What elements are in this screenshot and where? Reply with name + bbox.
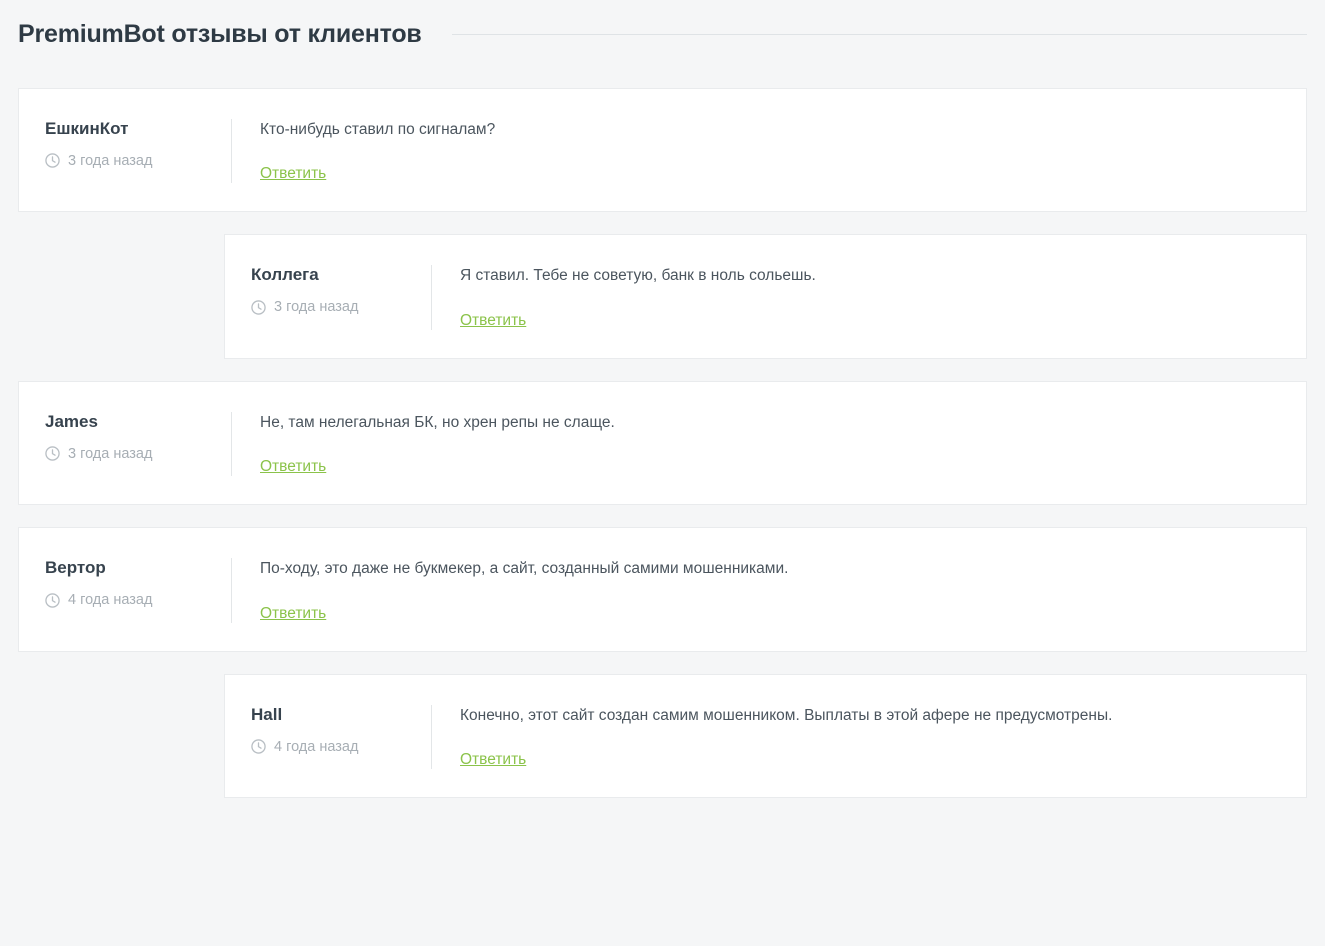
page-title: PremiumBot отзывы от клиентов (18, 19, 422, 48)
comment-text: По-ходу, это даже не букмекер, а сайт, созданный самими мошенниками. (260, 560, 789, 578)
comment-author: ЕшкинКот (45, 119, 129, 138)
comment-date-row (45, 593, 217, 608)
clock-icon (251, 300, 266, 315)
title-divider (452, 34, 1307, 35)
comment-item (18, 527, 1307, 651)
comment-text: Конечно, этот сайт создан самим мошенником. Выплаты в этой афере не предусмотрены. (460, 706, 1113, 724)
clock-icon (45, 593, 60, 608)
comment-date: 4 года назад (68, 592, 153, 609)
comment-date-row (251, 739, 417, 754)
comment-author: Вертор (45, 558, 106, 578)
comment-date: 4 года назад (274, 738, 359, 755)
comment-author: James (45, 411, 98, 431)
comment-text: Не, там нелегальная БК, но хрен репы не слаще. (260, 413, 615, 431)
reply-link[interactable]: Ответить (460, 311, 527, 329)
reply-link[interactable]: Ответить (260, 165, 327, 183)
comment-meta (45, 558, 231, 607)
comment-meta (251, 705, 431, 754)
reply-link[interactable]: Ответить (460, 751, 527, 769)
comment-body (231, 119, 1280, 183)
clock-icon (45, 446, 60, 461)
comment-date-row (45, 153, 217, 168)
comment-item (18, 381, 1307, 505)
reply-link[interactable]: Ответить (260, 458, 327, 476)
comment-body (231, 558, 1280, 622)
reply-link[interactable]: Ответить (260, 604, 327, 622)
clock-icon (45, 153, 60, 168)
comment-text: Кто-нибудь ставил по сигналам? (260, 121, 496, 138)
clock-icon (251, 739, 266, 754)
comment-date: 3 года назад (274, 299, 359, 316)
comment-meta (45, 412, 231, 461)
comment-author: Hall (251, 704, 283, 724)
comment-body (431, 265, 1280, 329)
comment-body (431, 705, 1280, 769)
comments-list (18, 88, 1307, 798)
comment-meta (251, 265, 431, 314)
comment-item (18, 88, 1307, 212)
comment-author: Коллега (251, 265, 319, 285)
comment-date-row (251, 300, 417, 315)
comment-item (224, 674, 1307, 798)
comment-date: 3 года назад (68, 445, 153, 462)
comment-body (231, 412, 1280, 476)
comment-date: 3 года назад (68, 152, 153, 169)
page-header (18, 0, 1307, 56)
comment-date-row (45, 446, 217, 461)
comment-item (224, 234, 1307, 358)
comment-meta (45, 119, 231, 168)
comment-text: Я ставил. Тебе не советую, банк в ноль сольешь. (460, 267, 816, 285)
